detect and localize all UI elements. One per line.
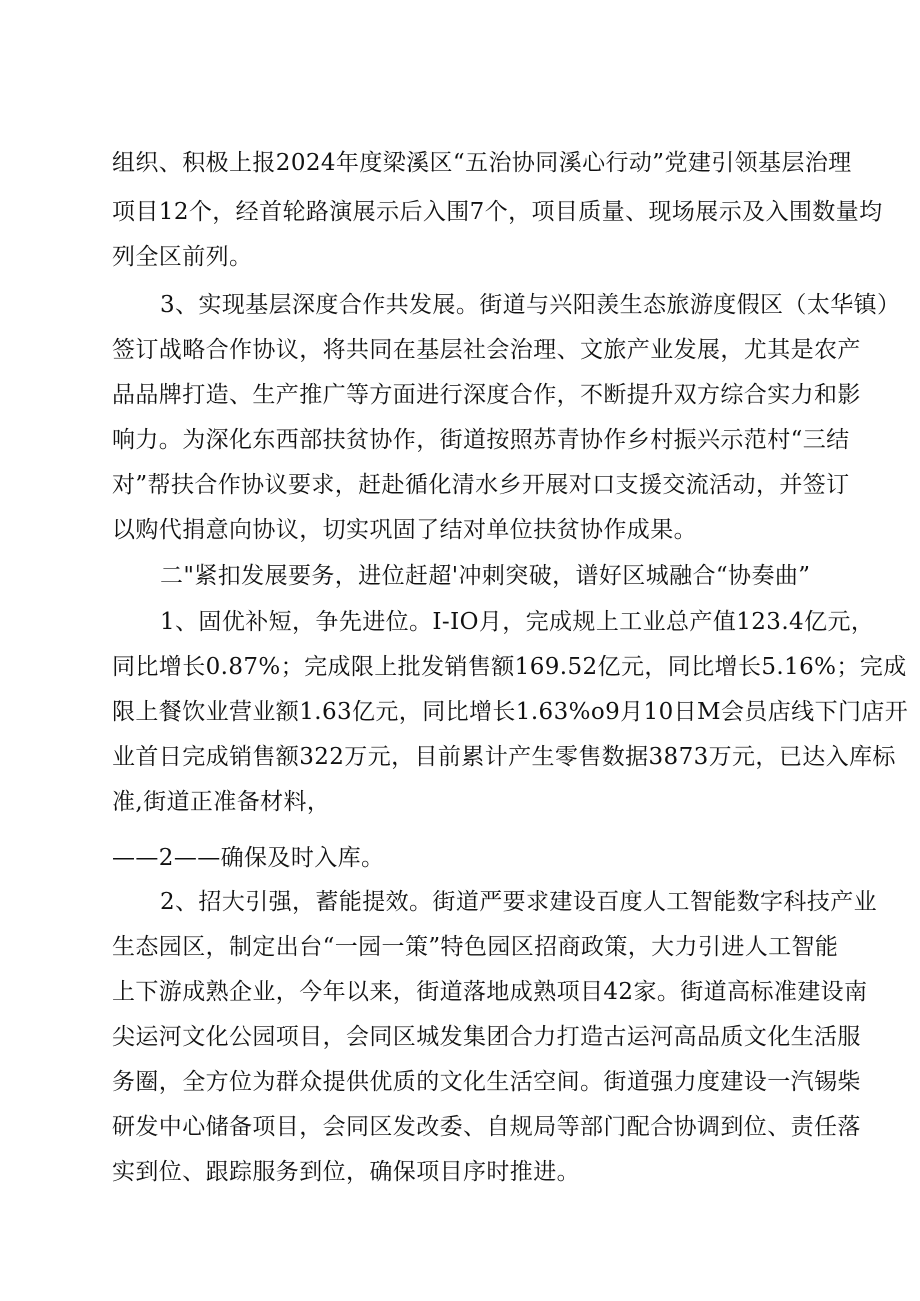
section-heading: 二"紧扣发展要务，进位赶超'冲刺突破，谱好区城融合“协奏曲” bbox=[160, 563, 811, 589]
paragraph-line: 对”帮扶合作协议要求，赶赴循化清水乡开展对口支援交流活动，并签订 bbox=[112, 472, 850, 498]
paragraph-line: 签订战略合作协议，将共同在基层社会治理、文旅产业发展，尤其是农产 bbox=[112, 337, 861, 363]
paragraph-line: 列全区前列。 bbox=[112, 244, 253, 270]
paragraph-line: 限上餐饮业营业额1.63亿元，同比增长1.63%o9月10日M会员店线下门店开 bbox=[112, 699, 909, 725]
paragraph-line: 同比增长0.87%；完成限上批发销售额169.52亿元，同比增长5.16%；完成 bbox=[112, 654, 907, 680]
paragraph-line: 品品牌打造、生产推广等方面进行深度合作，不断提升双方综合实力和影 bbox=[112, 382, 861, 408]
paragraph-line: 务圈，全方位为群众提供优质的文化生活空间。街道强力度建设一汽锡柴 bbox=[112, 1069, 861, 1095]
paragraph-line: 组织、积极上报2024年度梁溪区“五治协同溪心行动”党建引领基层治理 bbox=[112, 150, 852, 176]
paragraph-line: 项目12个，经首轮路演展示后入围7个，项目质量、现场展示及入围数量均 bbox=[112, 199, 883, 225]
paragraph-line: 实到位、跟踪服务到位，确保项目序时推进。 bbox=[112, 1159, 580, 1185]
paragraph-line: 响力。为深化东西部扶贫协作，街道按照苏青协作乡村振兴示范村“三结 bbox=[112, 427, 850, 453]
paragraph-line: 业首日完成销售额322万元，目前累计产生零售数据3873万元，已达入库标 bbox=[112, 744, 896, 770]
paragraph-line: 准,街道正准备材料， bbox=[112, 789, 331, 815]
page-number-line: ——2——确保及时入库。 bbox=[112, 845, 385, 871]
paragraph-line: 以购代捐意向协议，切实巩固了结对单位扶贫协作成果。 bbox=[112, 517, 697, 543]
paragraph-line: 生态园区，制定出台“一园一策”特色园区招商政策，大力引进人工智能 bbox=[112, 934, 839, 960]
paragraph-line: 尖运河文化公园项目，会同区城发集团合力打造古运河高品质文化生活服 bbox=[112, 1024, 861, 1050]
paragraph-line: 1、固优补短，争先进位。I-IO月，完成规上工业总产值123.4亿元， bbox=[160, 609, 875, 635]
paragraph-line: 上下游成熟企业，今年以来，街道落地成熟项目42家。街道高标准建设南 bbox=[112, 979, 868, 1005]
paragraph-line: 2、招大引强，蓄能提效。街道严要求建设百度人工智能数字科技产业 bbox=[160, 889, 878, 915]
paragraph-line: 3、实现基层深度合作共发展。街道与兴阳羡生态旅游度假区（太华镇） bbox=[160, 292, 901, 318]
paragraph-line: 研发中心储备项目，会同区发改委、自规局等部门配合协调到位、责任落 bbox=[112, 1114, 861, 1140]
